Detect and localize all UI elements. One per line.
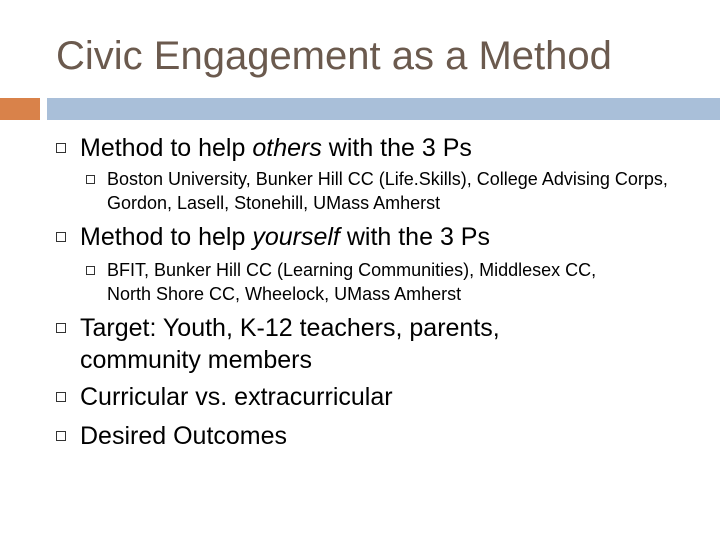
bullet-text: Desired Outcomes [80,422,288,450]
bullet-text: Method to help others with the 3 Ps [80,134,472,162]
checkbox-bullet-icon [56,323,66,333]
checkbox-bullet-icon [86,266,95,275]
bullet-text: Curricular vs. extracurricular [80,383,393,411]
bullet-item [56,420,287,452]
bullet-text: BFIT, Bunker Hill CC (Learning Communities), Middlesex CC, North Shore CC, Wheelock, UMass Amherst [107,260,597,304]
slide-title: Civic Engagement as a Method [56,34,612,78]
sub-bullet-item [86,258,607,306]
bullet-item [56,381,393,413]
checkbox-bullet-icon [56,431,66,441]
sub-bullet-item [86,167,687,215]
bullet-item [56,221,490,253]
bullet-text: Boston University, Bunker Hill CC (Life.Skills), College Advising Corps, Gordon, Lasell, Stonehill, UMass Amherst [107,169,668,213]
bullet-text: Method to help yourself with the 3 Ps [80,223,490,251]
bullet-item [56,312,590,376]
checkbox-bullet-icon [86,175,95,184]
checkbox-bullet-icon [56,143,66,153]
checkbox-bullet-icon [56,232,66,242]
bullet-item [56,132,472,164]
checkbox-bullet-icon [56,392,66,402]
bullet-text: Target: Youth, K-12 teachers, parents, community members [80,314,500,374]
